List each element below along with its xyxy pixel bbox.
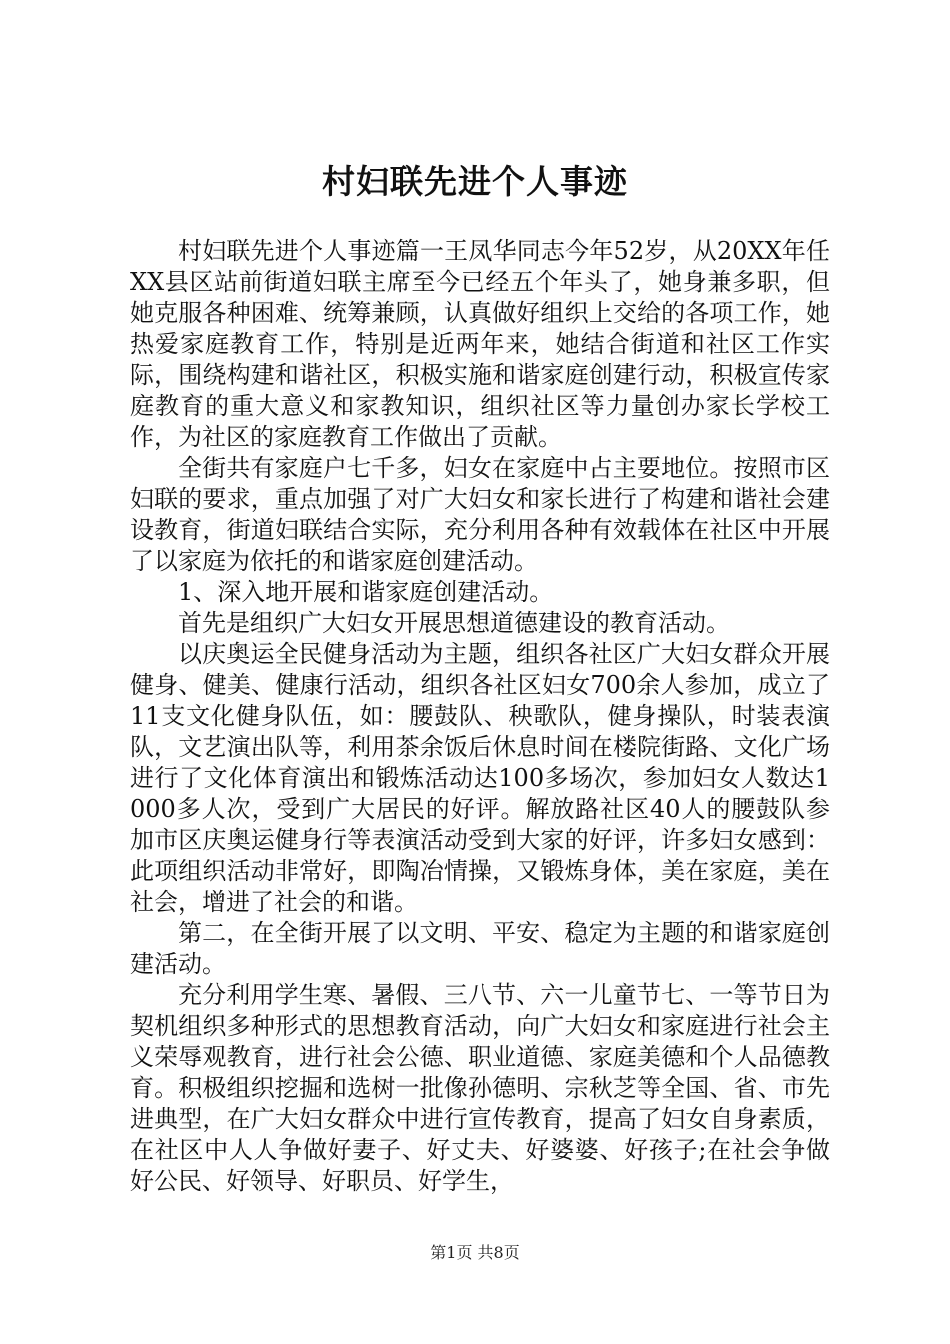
paragraph: 全街共有家庭户七千多，妇女在家庭中占主要地位。按照市区妇联的要求，重点加强了对广大妇女和家长进行了构建和谐社会建设教育，街道妇联结合实际，充分利用各种有效载体在社区中开展了以家庭为依托的和谐家庭创建活动。 bbox=[130, 454, 830, 575]
paragraph: 充分利用学生寒、暑假、三八节、六一儿童节七、一等节日为契机组织多种形式的思想教育活动，向广大妇女和家庭进行社会主义荣辱观教育，进行社会公德、职业道德、家庭美德和个人品德教育。积极组织挖掘和选树一批像孙德明、宗秋芝等全国、省、市先进典型，在广大妇女群众中进行宣传教育，提高了妇女自身素质，在社区中人人争做好妻子、好丈夫、好婆婆、好孩子;在社会争做好公民、好领导、好职员、好学生， bbox=[130, 981, 830, 1195]
paragraph: 首先是组织广大妇女开展思想道德建设的教育活动。 bbox=[178, 609, 730, 637]
document-body bbox=[130, 236, 830, 1197]
paragraph: 第二，在全街开展了以文明、平安、稳定为主题的和谐家庭创建活动。 bbox=[130, 919, 830, 978]
paragraph: 村妇联先进个人事迹篇一王凤华同志今年52岁，从20XX年任XX县区站前街道妇联主席至今已经五个年头了，她身兼多职，但她克服各种困难、统筹兼顾，认真做好组织上交给的各项工作，她热爱家庭教育工作，特别是近两年来，她结合街道和社区工作实际，围绕构建和谐社区，积极实施和谐家庭创建行动，积极宣传家庭教育的重大意义和家教知识，组织社区等力量创办家长学校工作，为社区的家庭教育工作做出了贡献。 bbox=[130, 237, 830, 451]
paragraph: 以庆奥运全民健身活动为主题，组织各社区广大妇女群众开展健身、健美、健康行活动，组织各社区妇女700余人参加，成立了11支文化健身队伍，如：腰鼓队、秧歌队，健身操队，时装表演队，文艺演出队等，利用茶余饭后休息时间在楼院街路、文化广场进行了文化体育演出和锻炼活动达100多场次，参加妇女人数达1000多人次，受到广大居民的好评。解放路社区40人的腰鼓队参加市区庆奥运健身行等表演活动受到大家的好评，许多妇女感到：此项组织活动非常好，即陶冶情操，又锻炼身体，美在家庭，美在社会，增进了社会的和谐。 bbox=[130, 640, 830, 916]
page-number-footer: 第1页 共8页 bbox=[430, 1243, 520, 1262]
page-title: 村妇联先进个人事迹 bbox=[322, 162, 628, 201]
paragraph: 1、深入地开展和谐家庭创建活动。 bbox=[178, 578, 554, 606]
